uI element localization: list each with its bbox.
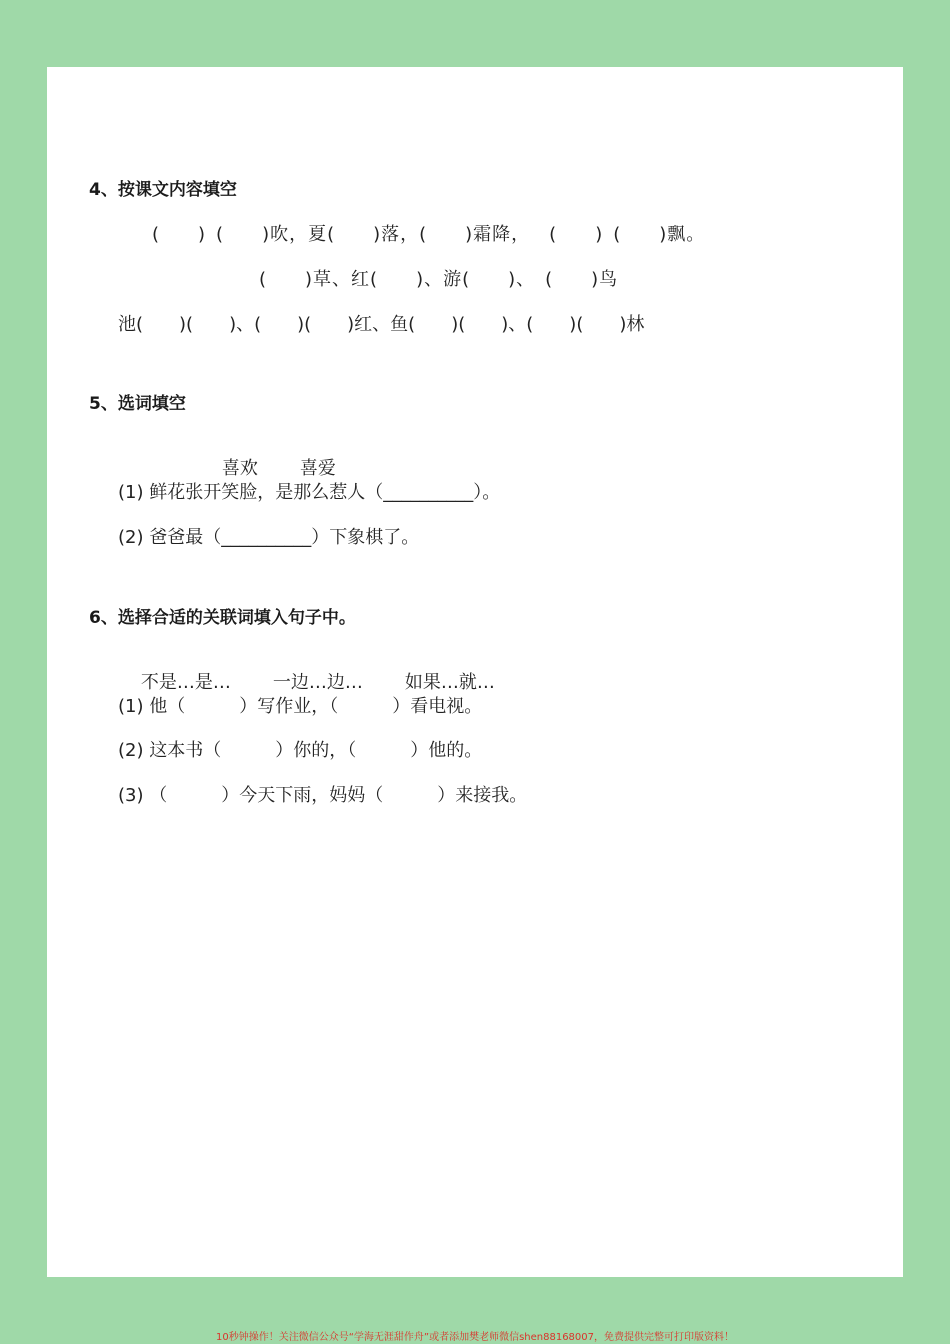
q4-line-1: ( ) ( )吹，夏( )落，( )霜降， ( ) ( )飘。 — [152, 224, 706, 245]
q6-sentence-3: (3) （ ）今天下雨，妈妈（ ）来接我。 — [118, 785, 528, 806]
q4-line-2: ( )草、红( )、游( )、 ( )鸟 — [259, 269, 619, 290]
word-option: 喜欢 — [221, 458, 258, 479]
footer-promo: 10秒钟操作！关注微信公众号“学海无涯甜作舟”或者添加樊老师微信shen88168007，免费提供完整可打印版资料！ — [215, 1332, 735, 1343]
section-5-title: 5、选词填空 — [89, 394, 186, 414]
word-option: 喜爱 — [299, 458, 336, 479]
q4-line-3: 池( )( )、( )( )红、鱼( )( )、( )( )林 — [118, 314, 645, 335]
q6-sentence-1: (1) 他（ ）写作业，（ ）看电视。 — [118, 696, 483, 717]
q6-sentence-2: (2) 这本书（ ）你的，（ ）他的。 — [118, 740, 483, 761]
section-4-title: 4、按课文内容填空 — [89, 180, 237, 200]
q5-sentence-1: (1) 鲜花张开笑脸，是那么惹人（__________）。 — [118, 482, 501, 503]
conjunction-option: 如果…就… — [404, 672, 495, 693]
section-6-title: 6、选择合适的关联词填入句子中。 — [89, 608, 356, 628]
q5-sentence-2: (2) 爸爸最（__________）下象棋了。 — [118, 527, 420, 548]
worksheet-page — [47, 67, 903, 1277]
conjunction-option: 一边…边… — [272, 672, 363, 693]
conjunction-option: 不是…是… — [140, 672, 231, 693]
